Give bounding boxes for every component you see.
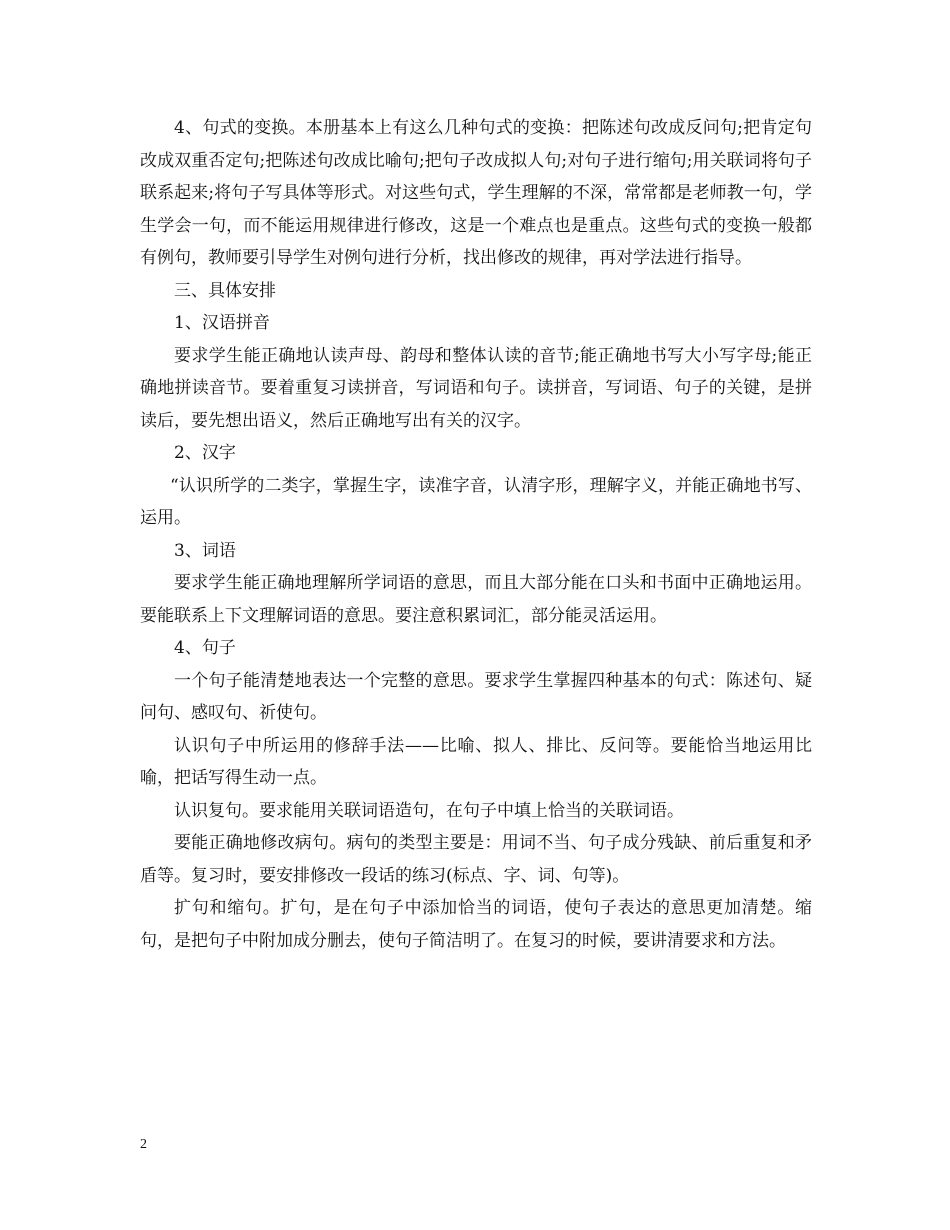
heading-pinyin: 1、汉语拼音 — [174, 313, 270, 333]
heading-words: 3、词语 — [174, 540, 236, 561]
paragraph-complex-sentences: 认识复句。要求能用关联词语造句，在句子中填上恰当的关联词语。 — [174, 800, 684, 821]
document-body — [140, 112, 812, 957]
paragraph-sentences: 一个句子能清楚地表达一个完整的意思。要求学生掌握四种基本的句式：陈述句、疑问句、感叹句、祈使句。 — [140, 670, 812, 723]
paragraph-rhetoric: 认识句子中所运用的修辞手法——比喻、拟人、排比、反问等。要能恰当地运用比喻，把话写得生动一点。 — [140, 735, 812, 788]
paragraph-pinyin: 要求学生能正确地认读声母、韵母和整体认读的音节;能正确地书写大小写字母;能正确地拼读音节。要着重复习读拼音，写词语和句子。读拼音，写词语、句子的关键，是拼读后，要先想出语义，然后正确地写出有关的汉字。 — [140, 345, 812, 431]
paragraph-sentence-correction: 要能正确地修改病句。病句的类型主要是：用词不当、句子成分残缺、前后重复和矛盾等。复习时，要安排修改一段话的练习(标点、字、词、句等)。 — [140, 833, 812, 886]
page-number: 2 — [140, 1137, 147, 1152]
heading-hanzi: 2、汉字 — [174, 443, 236, 463]
heading-sentences: 4、句子 — [174, 638, 236, 658]
paragraph-sentence-transform: 4、句式的变换。本册基本上有这么几种句式的变换：把陈述句改成反问句;把肯定句改成双重否定句;把陈述句改成比喻句;把句子改成拟人句;对句子进行缩句;用关联词将句子联系起来;将句子写具体等形式。对这些句式，学生理解的不深，常常都是老师教一句，学生学会一句，而不能运用规律进行修改，这是一个难点也是重点。这些句式的变换一般都有例句，教师要引导学生对例句进行分析，找出修改的规律，再对学法进行指导。 — [140, 118, 812, 268]
paragraph-words: 要求学生能正确地理解所学词语的意思，而且大部分能在口头和书面中正确地运用。要能联系上下文理解词语的意思。要注意积累词汇，部分能灵活运用。 — [140, 573, 812, 626]
heading-specific-arrangement: 三、具体安排 — [174, 280, 276, 301]
paragraph-hanzi: “认识所学的二类字，掌握生字，读准字音，认清字形，理解字义，并能正确地书写、运用。 — [140, 475, 812, 528]
paragraph-expand-shrink: 扩句和缩句。扩句，是在句子中添加恰当的词语，使句子表达的意思更加清楚。缩句，是把句子中附加成分删去，使句子简洁明了。在复习的时候，要讲清要求和方法。 — [140, 898, 812, 951]
